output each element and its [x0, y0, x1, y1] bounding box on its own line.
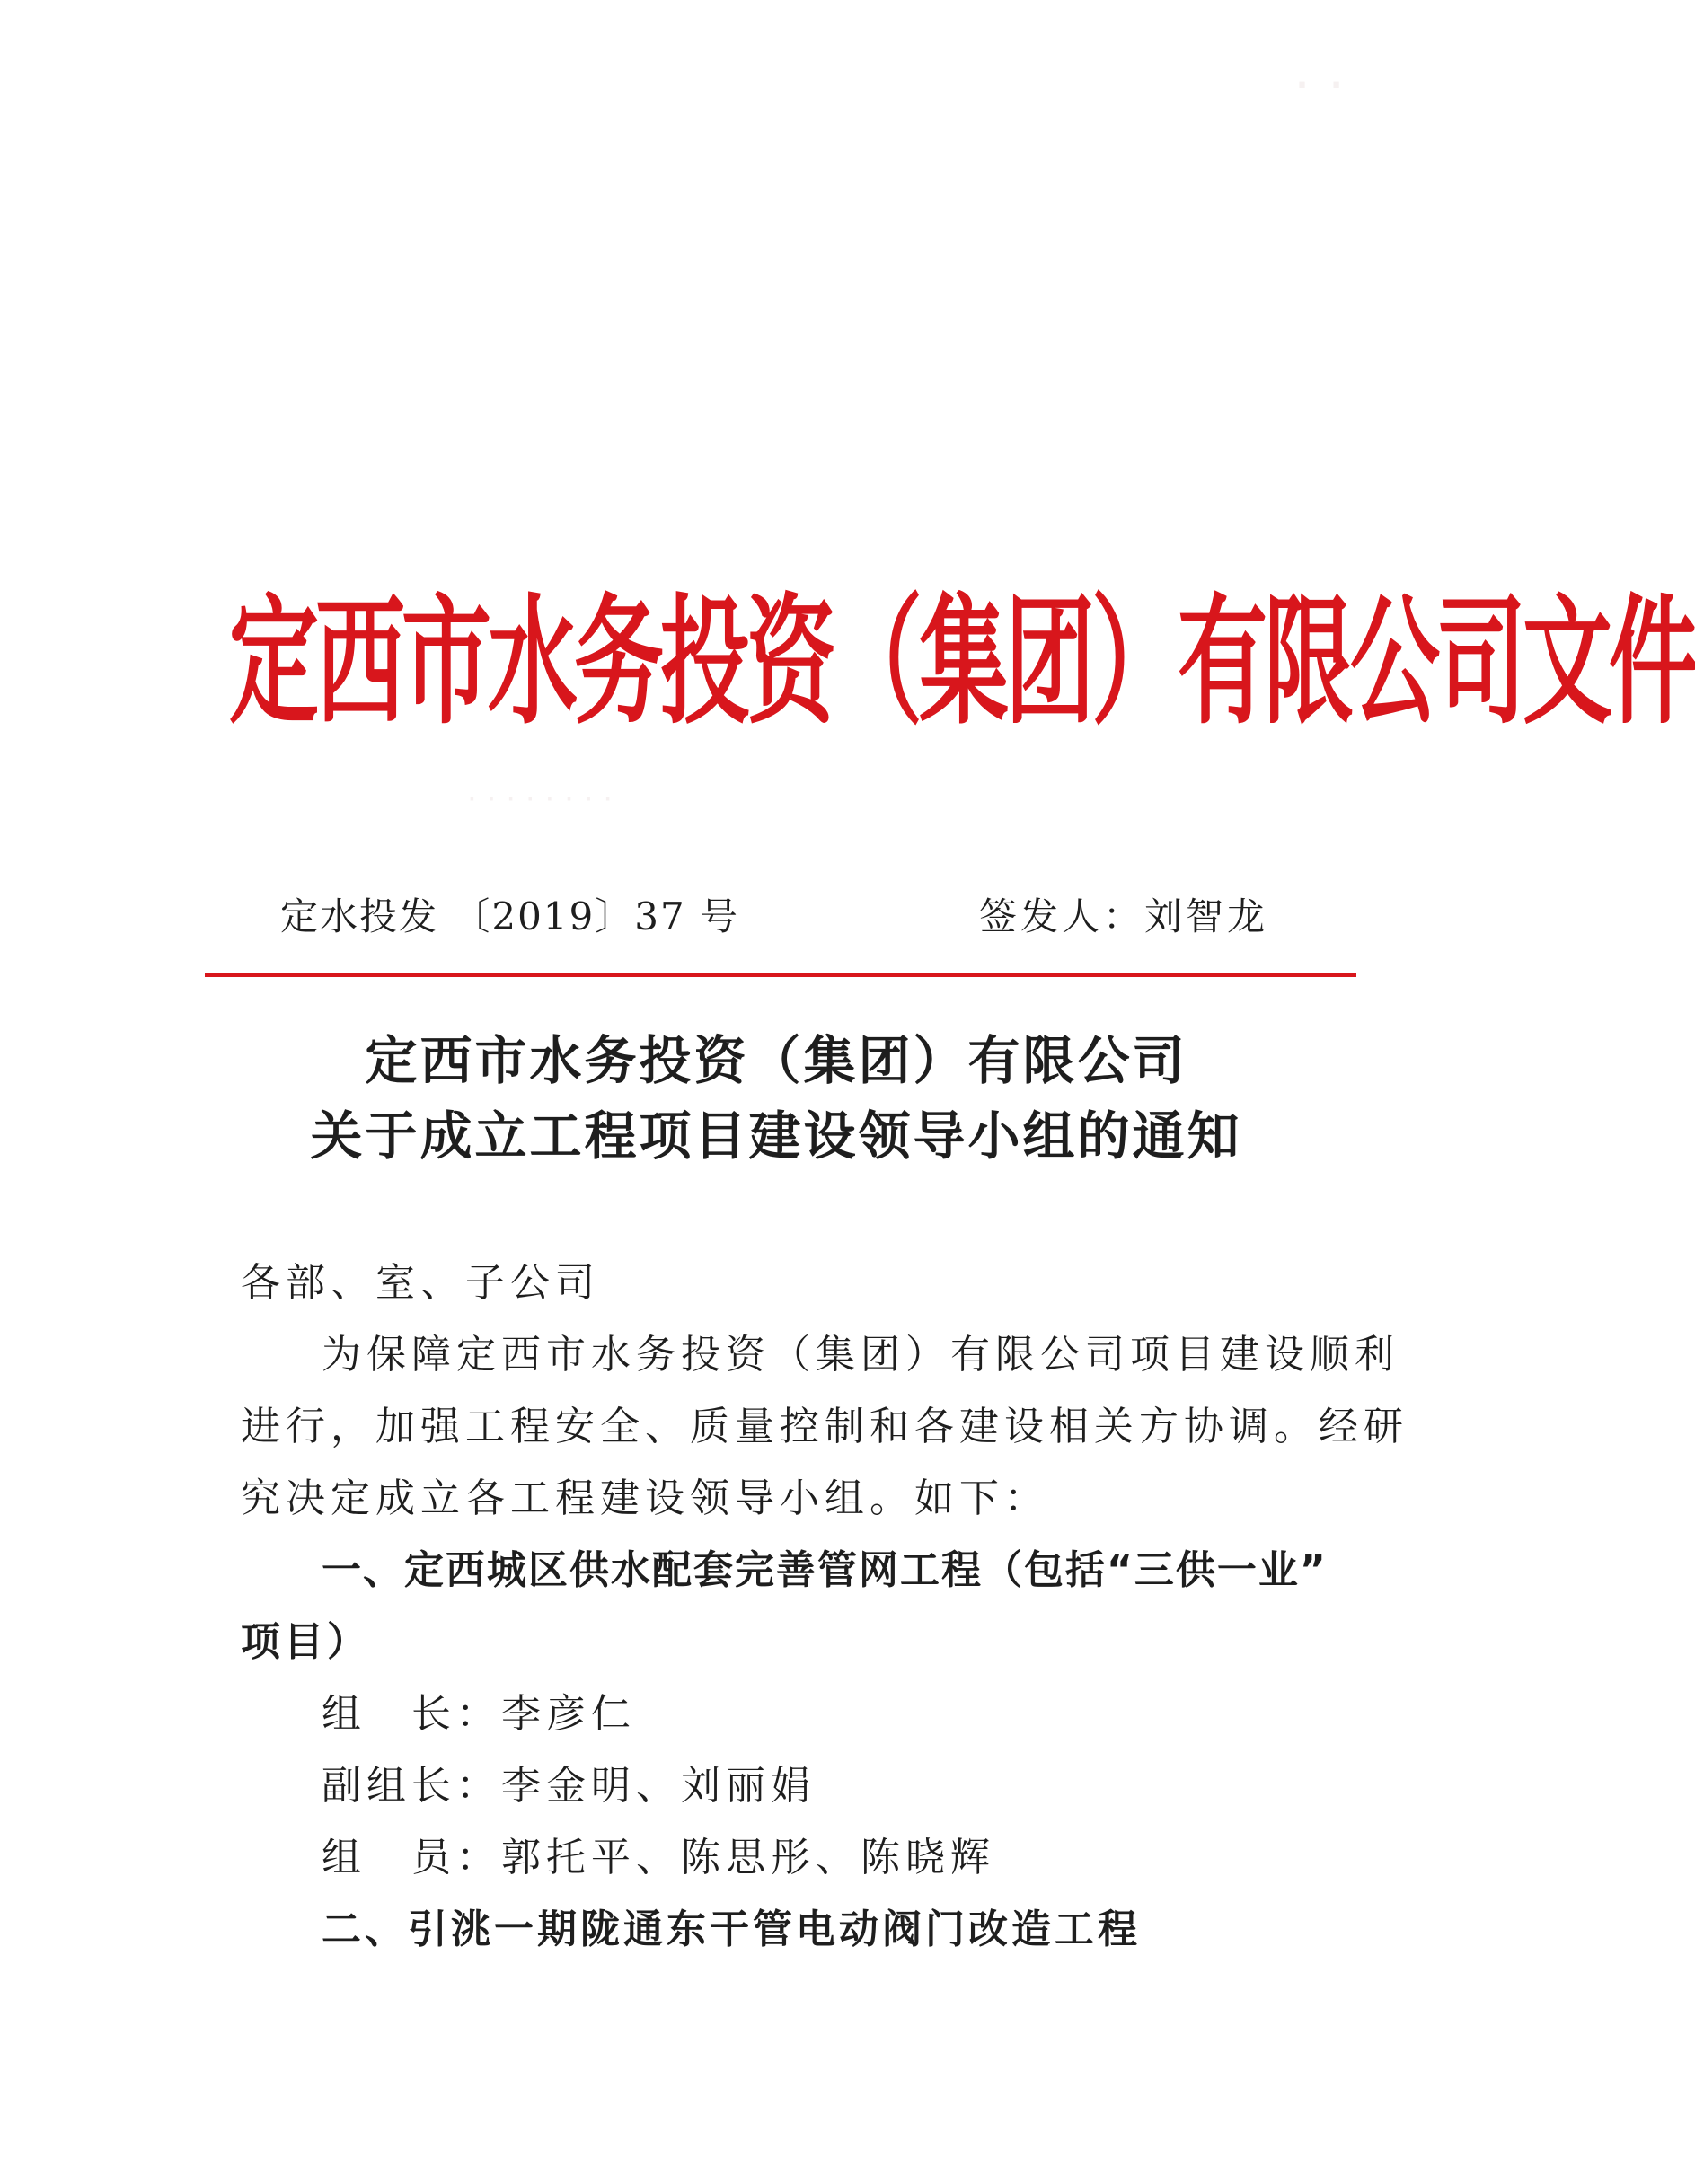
paper-texture: · ·	[1293, 54, 1346, 117]
section-1-heading-line-2: 项目）	[241, 1619, 370, 1665]
section-2-heading: 二、引洮一期陇通东干管电动阀门改造工程	[322, 1907, 1141, 1952]
member-role: 副组长：	[322, 1763, 501, 1809]
member-names: 郭托平、陈思彤、陈晓辉	[501, 1835, 995, 1880]
member-names: 李彦仁	[501, 1691, 636, 1737]
paper-texture: · · · · · · · ·	[467, 781, 614, 817]
signer	[979, 887, 1268, 941]
issuer-header-text: 定西市水务投资（集团）有限公司文件	[229, 580, 1695, 744]
member-role: 组 员：	[322, 1835, 501, 1880]
issuer-header	[229, 555, 1695, 771]
intro-line-2: 进行，加强工程安全、质量控制和各建设相关方协调。经研	[241, 1404, 1408, 1449]
document-title-line-2: 关于成立工程项目建设领导小组的通知	[310, 1105, 1242, 1167]
member-role: 组 长：	[322, 1691, 501, 1737]
signer-label: 签发人：	[979, 894, 1145, 938]
section-1-heading-line-1: 一、定西城区供水配套完善管网工程（包括“三供一业”	[322, 1547, 1328, 1593]
member-names: 李金明、刘丽娟	[501, 1763, 816, 1809]
intro-line-3: 究决定成立各工程建设领导小组。如下：	[241, 1475, 1049, 1521]
member-row-leader	[322, 1681, 636, 1739]
member-row-deputy	[322, 1753, 816, 1810]
red-divider	[205, 973, 1356, 977]
recipients: 各部、室、子公司	[241, 1260, 600, 1306]
member-row-members	[322, 1825, 995, 1882]
document-number: 定水投发 〔2019〕37 号	[280, 894, 740, 938]
intro-line-1: 为保障定西市水务投资（集团）有限公司项目建设顺利	[322, 1332, 1399, 1378]
document-title-line-1: 定西市水务投资（集团）有限公司	[365, 1030, 1187, 1091]
signer-name: 刘智龙	[1144, 894, 1269, 938]
